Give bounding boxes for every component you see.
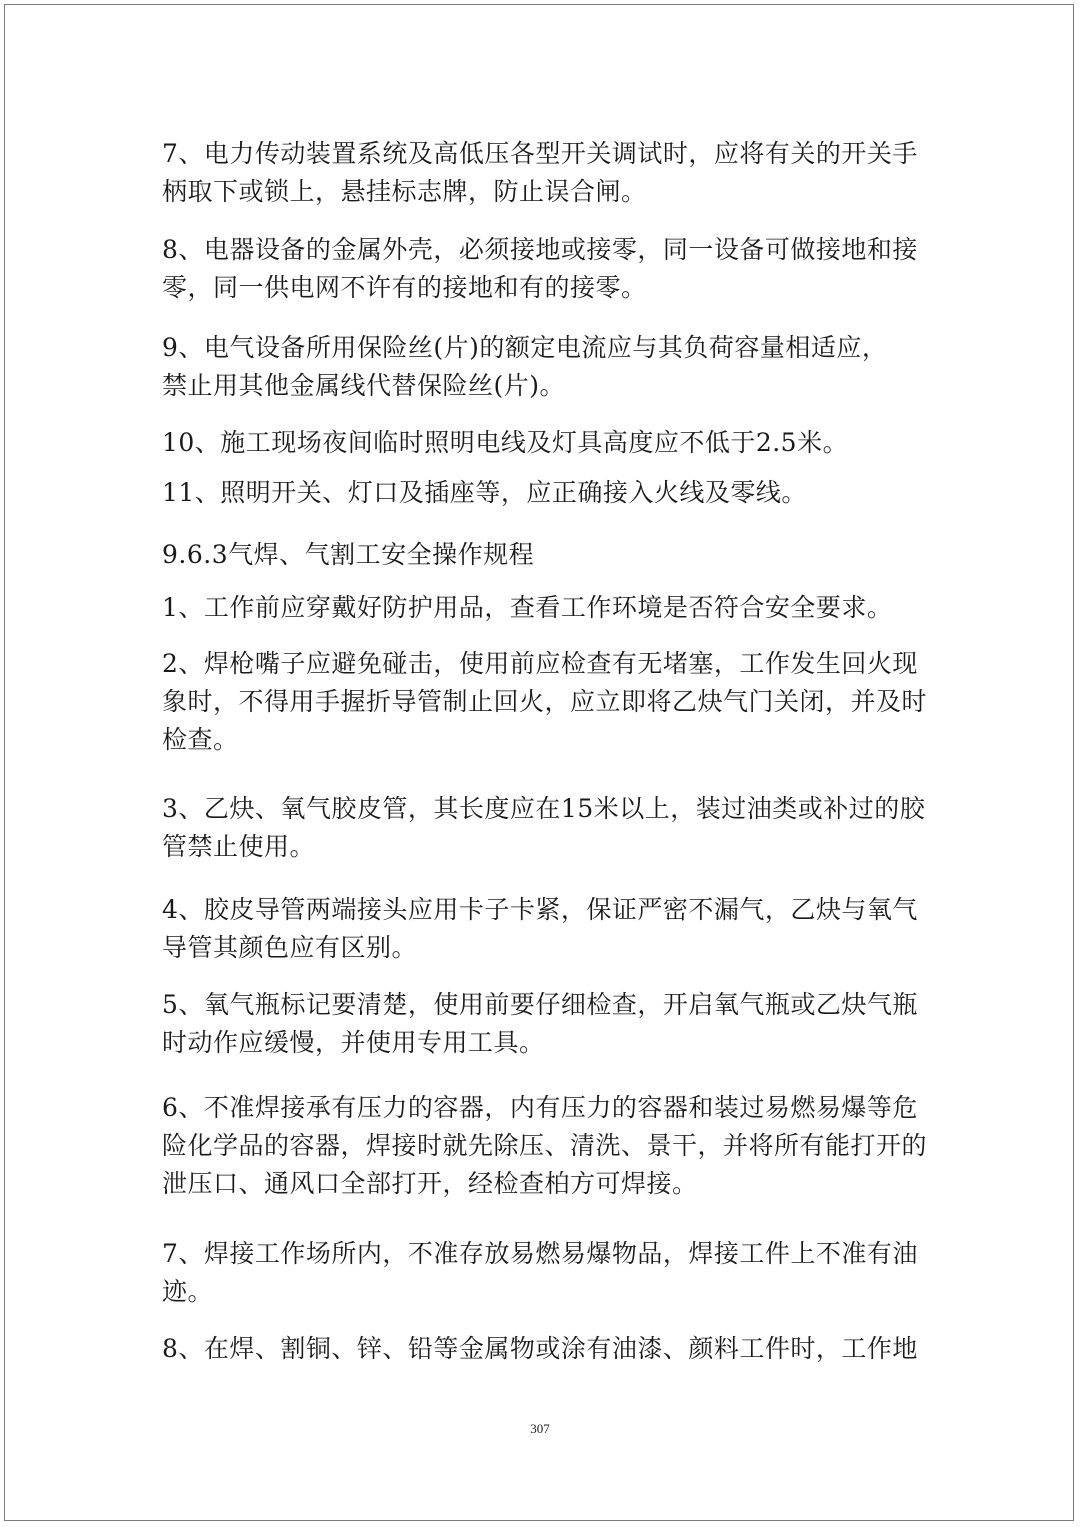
text-line: 导管其颜色应有区别。 <box>162 933 418 962</box>
text-line: 险化学品的容器，焊接时就先除压、清洗、景干，并将所有能打开的 <box>162 1131 928 1160</box>
paragraph-1-protection <box>162 589 922 627</box>
text-line: 9、电气设备所用保险丝(片)的额定电流应与其负荷容量相适应， <box>162 333 888 362</box>
paragraph-8-metals <box>162 1330 922 1368</box>
text-line: 管禁止使用。 <box>162 832 316 861</box>
text-line: 11、照明开关、灯口及插座等，应正确接入火线及零线。 <box>162 478 807 507</box>
paragraph-7-workplace <box>162 1235 922 1311</box>
heading-text: 9.6.3气焊、气割工安全操作规程 <box>162 540 535 569</box>
text-line: 8、电器设备的金属外壳，必须接地或接零，同一设备可做接地和接 <box>162 235 918 264</box>
text-line: 8、在焊、割铜、锌、铅等金属物或涂有油漆、颜料工件时，工作地 <box>162 1334 918 1363</box>
text-line: 象时，不得用手握折导管制止回火，应立即将乙炔气门关闭，并及时 <box>162 687 928 716</box>
text-line: 时动作应缓慢，并使用专用工具。 <box>162 1028 545 1057</box>
text-line: 2、焊枪嘴子应避免碰击，使用前应检查有无堵塞，工作发生回火现 <box>162 649 918 678</box>
text-line: 1、工作前应穿戴好防护用品，查看工作环境是否符合安全要求。 <box>162 593 893 622</box>
text-line: 禁止用其他金属线代替保险丝(片)。 <box>162 371 566 400</box>
text-line: 7、电力传动装置系统及高低压各型开关调试时，应将有关的开关手 <box>162 139 918 168</box>
paragraph-9-fuse <box>162 329 922 405</box>
text-line: 柄取下或锁上，悬挂标志牌，防止误合闸。 <box>162 177 647 206</box>
text-line: 4、胶皮导管两端接头应用卡子卡紧，保证严密不漏气，乙炔与氧气 <box>162 895 918 924</box>
text-line: 6、不准焊接承有压力的容器，内有压力的容器和装过易燃易爆等危 <box>162 1093 918 1122</box>
paragraph-2-torch-nozzle <box>162 645 928 759</box>
text-line: 7、焊接工作场所内，不准存放易燃易爆物品，焊接工件上不准有油 <box>162 1239 918 1268</box>
text-line: 迹。 <box>162 1277 214 1306</box>
text-line: 检查。 <box>162 725 239 754</box>
text-line: 10、施工现场夜间临时照明电线及灯具高度应不低于2.5米。 <box>162 428 849 457</box>
text-line: 泄压口、通风口全部打开，经检查柏方可焊接。 <box>162 1169 698 1198</box>
text-line: 5、氧气瓶标记要清楚，使用前要仔细检查，开启氧气瓶或乙炔气瓶 <box>162 990 918 1019</box>
section-heading <box>162 536 922 574</box>
paragraph-5-oxygen-cylinder <box>162 986 922 1062</box>
paragraph-11-switches <box>162 474 922 512</box>
paragraph-4-hose-clamps <box>162 891 922 967</box>
paragraph-10-lighting <box>162 424 922 462</box>
paragraph-8-grounding <box>162 231 922 307</box>
paragraph-3-hose-length <box>162 790 926 866</box>
page-number: 307 <box>530 1421 550 1436</box>
paragraph-6-pressure-vessels <box>162 1089 928 1203</box>
text-line: 3、乙炔、氧气胶皮管，其长度应在15米以上，装过油类或补过的胶 <box>162 794 926 823</box>
text-line: 零，同一供电网不许有的接地和有的接零。 <box>162 273 647 302</box>
paragraph-7-power-drive <box>162 135 922 211</box>
